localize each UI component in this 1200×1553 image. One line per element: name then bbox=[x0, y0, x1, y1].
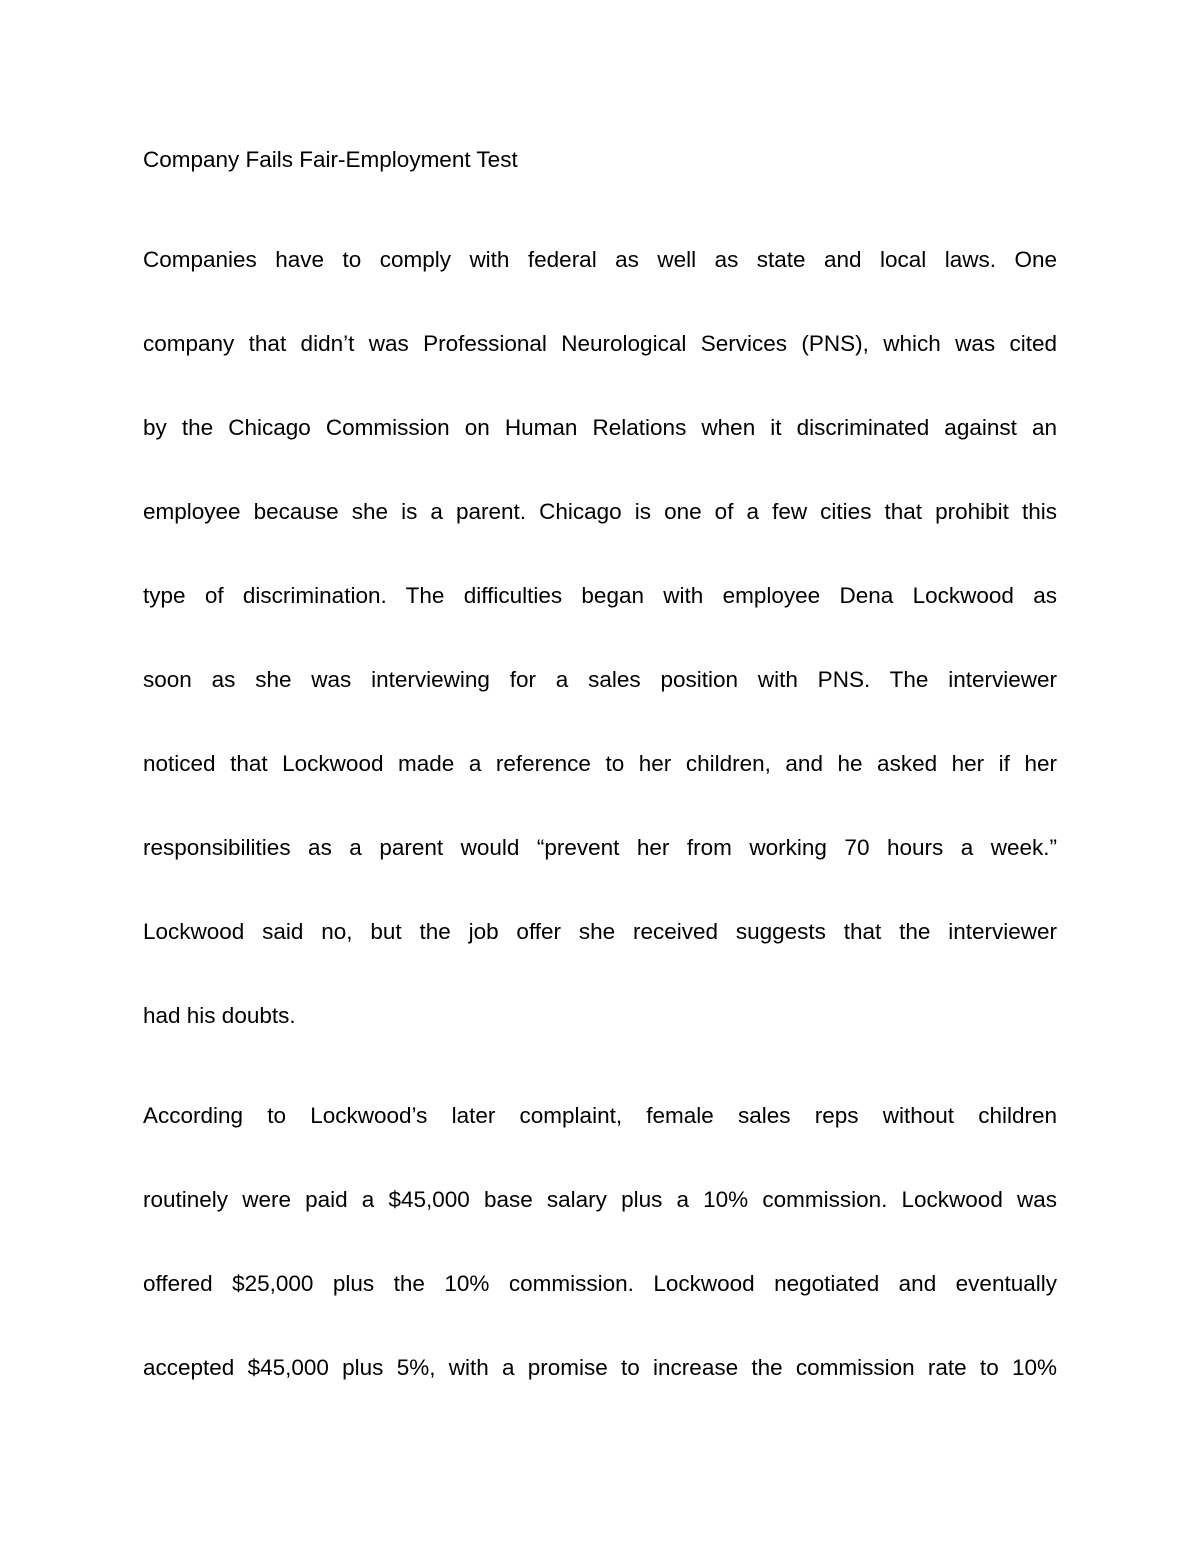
paragraph-line: employee because she is a parent. Chicago is one of a few cities that prohibit this bbox=[143, 499, 1057, 524]
paragraph-line: had his doubts. bbox=[143, 1003, 296, 1028]
paragraph-line: offered $25,000 plus the 10% commission. Lockwood negotiated and eventually bbox=[143, 1271, 1057, 1296]
paragraph-line: Companies have to comply with federal as well as state and local laws. One bbox=[143, 247, 1057, 272]
paragraph-line: Lockwood said no, but the job offer she received suggests that the interviewer bbox=[143, 919, 1057, 944]
paragraph-line: accepted $45,000 plus 5%, with a promise to increase the commission rate to 10% bbox=[143, 1355, 1057, 1380]
paragraph-line: company that didn’t was Professional Neurological Services (PNS), which was cited bbox=[143, 331, 1057, 356]
document-body bbox=[143, 143, 1057, 1385]
paragraph-2 bbox=[143, 1099, 1057, 1385]
paragraph-line: responsibilities as a parent would “prevent her from working 70 hours a week.” bbox=[143, 835, 1057, 860]
document-title: Company Fails Fair-Employment Test bbox=[143, 147, 518, 172]
paragraph-line: soon as she was interviewing for a sales position with PNS. The interviewer bbox=[143, 667, 1057, 692]
paragraph-line: routinely were paid a $45,000 base salary plus a 10% commission. Lockwood was bbox=[143, 1187, 1057, 1212]
paragraph-line: type of discrimination. The difficulties began with employee Dena Lockwood as bbox=[143, 583, 1057, 608]
paragraph-line: noticed that Lockwood made a reference to her children, and he asked her if her bbox=[143, 751, 1057, 776]
paragraph-1 bbox=[143, 243, 1057, 1033]
paragraph-line: by the Chicago Commission on Human Relations when it discriminated against an bbox=[143, 415, 1057, 440]
paragraph-line: According to Lockwood’s later complaint, female sales reps without children bbox=[143, 1103, 1057, 1128]
